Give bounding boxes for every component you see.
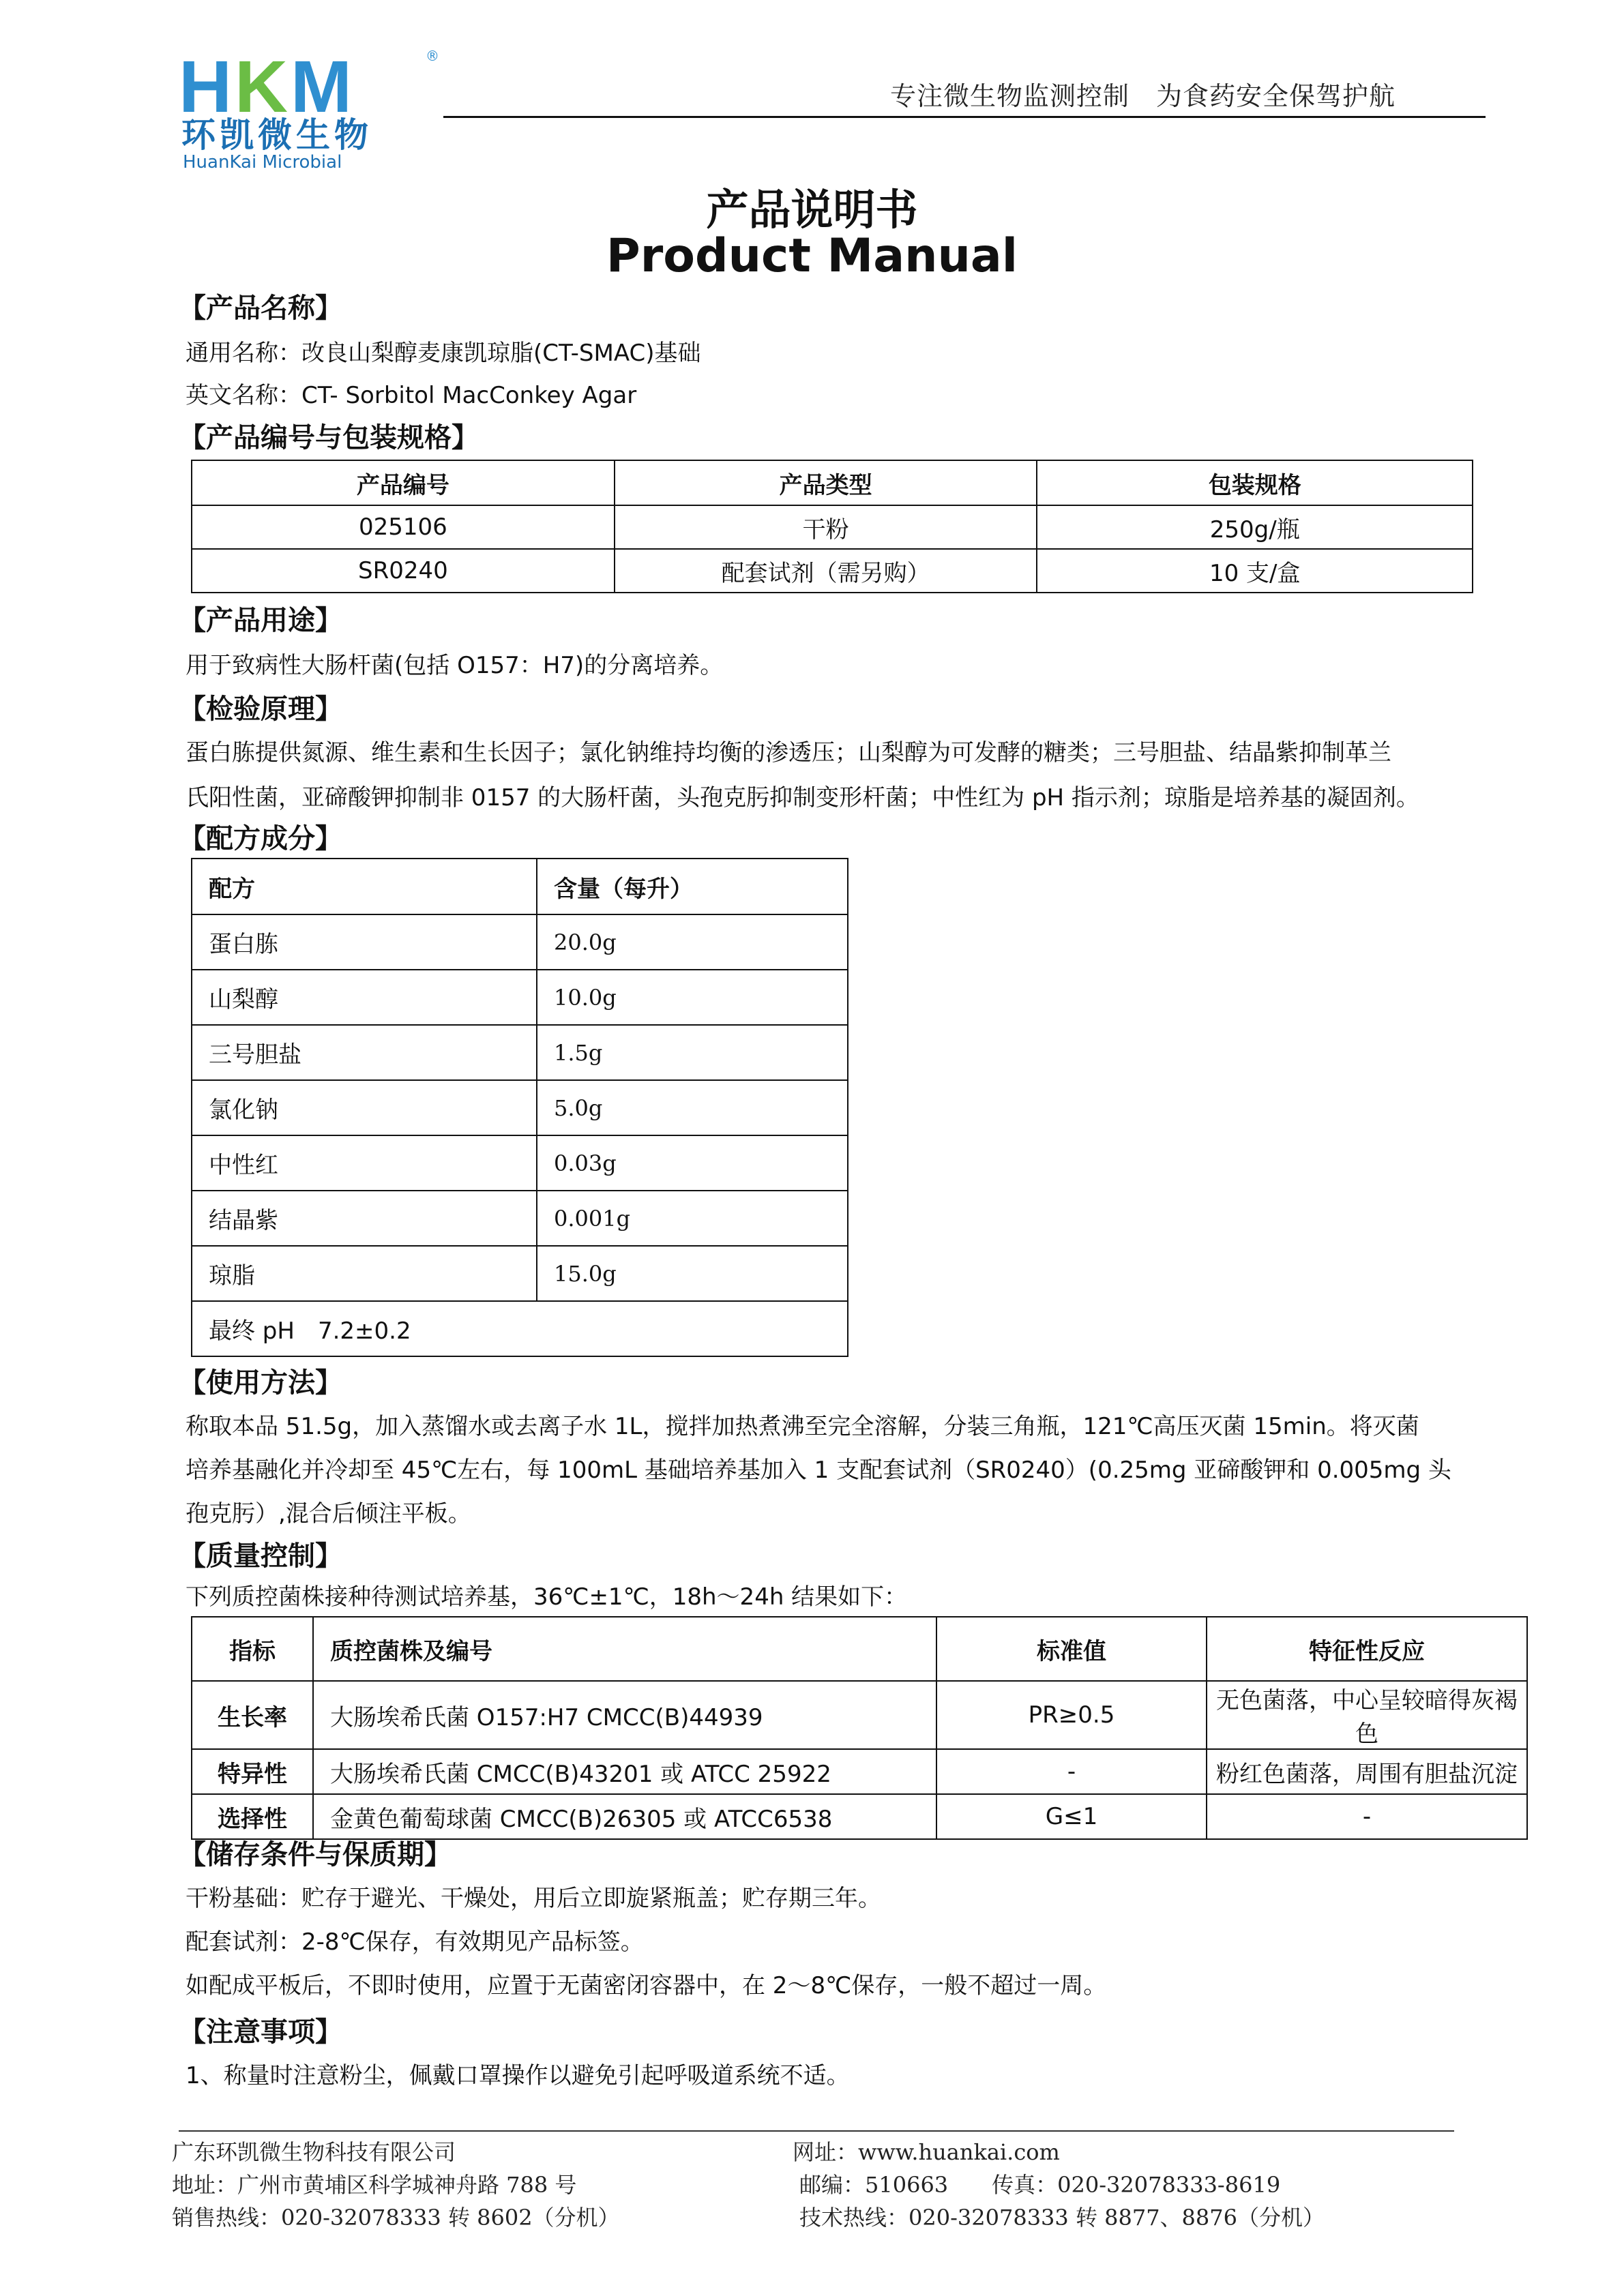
cell-type: 配套试剂（需另购） (615, 549, 1037, 593)
ingredient-amount: 0.001g (537, 1191, 848, 1246)
cell-code: SR0240 (192, 549, 615, 593)
ingredient-amount: 0.03g (537, 1135, 848, 1191)
section-heading-use: 【产品用途】 (179, 605, 342, 636)
col-header-ingredient: 配方 (192, 859, 537, 914)
strain: 金黄色葡萄球菌 CMCC(B)26305 或 ATCC6538 (313, 1794, 936, 1839)
table-header-row (192, 859, 848, 914)
ingredient-name: 氯化钠 (192, 1080, 537, 1135)
reaction: 粉红色菌落，周围有胆盐沉淀 (1207, 1749, 1527, 1794)
logo-english-name: HuanKai Microbial (183, 152, 342, 173)
reaction: - (1207, 1794, 1527, 1839)
table-row (192, 914, 848, 970)
package-table (191, 460, 1473, 593)
section-heading-method: 【使用方法】 (179, 1367, 342, 1399)
table-row (192, 505, 1473, 549)
col-header-type: 产品类型 (615, 460, 1037, 505)
footer-tech-hotline: 技术热线：020-32078333 转 8877、8876（分机） (799, 2205, 1325, 2231)
section-heading-name: 【产品名称】 (179, 293, 342, 324)
standard-value: G≤1 (936, 1794, 1207, 1839)
cell-spec: 250g/瓶 (1037, 505, 1473, 549)
ingredient-amount: 5.0g (537, 1080, 848, 1135)
table-row (192, 1301, 848, 1356)
header-slogan: 专注微生物监测控制 为食药安全保驾护航 (890, 81, 1396, 111)
storage-line: 干粉基础：贮存于避光、干燥处，用后立即旋紧瓶盖；贮存期三年。 (186, 1885, 881, 1912)
standard-value: - (936, 1749, 1207, 1794)
method-line: 称取本品 51.5g，加入蒸馏水或去离子水 1L，搅拌加热煮沸至完全溶解，分装三角瓶，121℃高压灭菌 15min。将灭菌 (186, 1413, 1419, 1440)
footer-website[interactable]: 网址：www.huankai.com (793, 2139, 1060, 2165)
indicator: 生长率 (192, 1681, 313, 1749)
logo-chinese-name: 环凯微生物 (181, 115, 372, 155)
table-row (192, 1080, 848, 1135)
principle-line: 蛋白胨提供氮源、维生素和生长因子；氯化钠维持均衡的渗透压；山梨醇为可发酵的糖类；三号胆盐、结晶紫抑制革兰 (186, 739, 1391, 766)
ingredient-name: 结晶紫 (192, 1191, 537, 1246)
registered-mark: ® (426, 48, 439, 64)
table-row (192, 970, 848, 1025)
ingredient-name: 三号胆盐 (192, 1025, 537, 1080)
final-ph: 最终 pH 7.2±0.2 (192, 1301, 848, 1356)
col-header-indicator: 指标 (192, 1617, 313, 1681)
method-line: 孢克肟）,混合后倾注平板。 (186, 1500, 471, 1527)
logo-letter-m: M (291, 45, 355, 128)
document-title-cn: 产品说明书 (706, 185, 918, 235)
reaction: 无色菌落，中心呈较暗得灰褐色 (1207, 1681, 1527, 1749)
storage-line: 如配成平板后，不即时使用，应置于无菌密闭容器中，在 2～8℃保存，一般不超过一周。 (186, 1972, 1107, 1999)
indicator: 选择性 (192, 1794, 313, 1839)
english-name: 英文名称：CT- Sorbitol MacConkey Agar (186, 382, 637, 409)
storage-line: 配套试剂：2-8℃保存，有效期见产品标签。 (186, 1928, 644, 1956)
col-header-code: 产品编号 (192, 460, 615, 505)
table-row (192, 1246, 848, 1301)
table-row (192, 1025, 848, 1080)
section-heading-storage: 【储存条件与保质期】 (179, 1839, 452, 1870)
indicator: 特异性 (192, 1749, 313, 1794)
table-row (192, 1794, 1527, 1839)
strain: 大肠埃希氏菌 O157:H7 CMCC(B)44939 (313, 1681, 936, 1749)
cell-code: 025106 (192, 505, 615, 549)
footer-postcode-fax: 邮编：510663 传真：020-32078333-8619 (799, 2172, 1281, 2198)
footer-address: 地址：广州市黄埔区科学城神舟路 788 号 (172, 2172, 577, 2198)
section-heading-principle: 【检验原理】 (179, 694, 342, 725)
use-text: 用于致病性大肠杆菌(包括 O157：H7)的分离培养。 (186, 652, 724, 679)
cell-type: 干粉 (615, 505, 1037, 549)
footer-company: 广东环凯微生物科技有限公司 (172, 2139, 456, 2165)
principle-line: 氏阳性菌，亚碲酸钾抑制非 0157 的大肠杆菌，头孢克肟抑制变形杆菌；中性红为 pH 指示剂；琼脂是培养基的凝固剂。 (186, 784, 1419, 811)
section-heading-formula: 【配方成分】 (179, 823, 342, 854)
col-header-strain: 质控菌株及编号 (313, 1617, 936, 1681)
table-row (192, 1749, 1527, 1794)
ingredient-name: 山梨醇 (192, 970, 537, 1025)
logo-letter-k: K (235, 45, 291, 128)
section-heading-package: 【产品编号与包装规格】 (179, 422, 479, 453)
formula-table (191, 858, 848, 1357)
col-header-spec: 包装规格 (1037, 460, 1473, 505)
ingredient-amount: 10.0g (537, 970, 848, 1025)
col-header-reaction: 特征性反应 (1207, 1617, 1527, 1681)
notes-line: 1、称量时注意粉尘，佩戴口罩操作以避免引起呼吸道系统不适。 (186, 2062, 850, 2089)
standard-value: PR≥0.5 (936, 1681, 1207, 1749)
footer-sales-hotline: 销售热线：020-32078333 转 8602（分机） (172, 2205, 620, 2231)
cell-spec: 10 支/盒 (1037, 549, 1473, 593)
section-heading-qc: 【质量控制】 (179, 1540, 342, 1572)
ingredient-amount: 20.0g (537, 914, 848, 970)
document-title-en: Product Manual (606, 229, 1018, 283)
strain: 大肠埃希氏菌 CMCC(B)43201 或 ATCC 25922 (313, 1749, 936, 1794)
ingredient-amount: 15.0g (537, 1246, 848, 1301)
table-header-row (192, 1617, 1527, 1681)
qc-table (191, 1616, 1528, 1840)
header-divider (443, 116, 1486, 118)
table-row (192, 549, 1473, 593)
logo-letter-h: H (179, 45, 235, 128)
ingredient-name: 琼脂 (192, 1246, 537, 1301)
ingredient-name: 中性红 (192, 1135, 537, 1191)
logo-wordmark (179, 45, 355, 128)
col-header-amount: 含量（每升） (537, 859, 848, 914)
col-header-standard: 标准值 (936, 1617, 1207, 1681)
section-heading-notes: 【注意事项】 (179, 2016, 342, 2048)
ingredient-name: 蛋白胨 (192, 914, 537, 970)
qc-intro: 下列质控菌株接种待测试培养基，36℃±1℃，18h～24h 结果如下： (186, 1583, 908, 1611)
table-row (192, 1681, 1527, 1749)
table-header-row (192, 460, 1473, 505)
footer-divider (179, 2130, 1454, 2132)
table-row (192, 1191, 848, 1246)
method-line: 培养基融化并冷却至 45℃左右，每 100mL 基础培养基加入 1 支配套试剂（SR0240）(0.25mg 亚碲酸钾和 0.005mg 头 (186, 1457, 1451, 1484)
table-row (192, 1135, 848, 1191)
common-name: 通用名称：改良山梨醇麦康凯琼脂(CT-SMAC)基础 (186, 340, 701, 367)
ingredient-amount: 1.5g (537, 1025, 848, 1080)
